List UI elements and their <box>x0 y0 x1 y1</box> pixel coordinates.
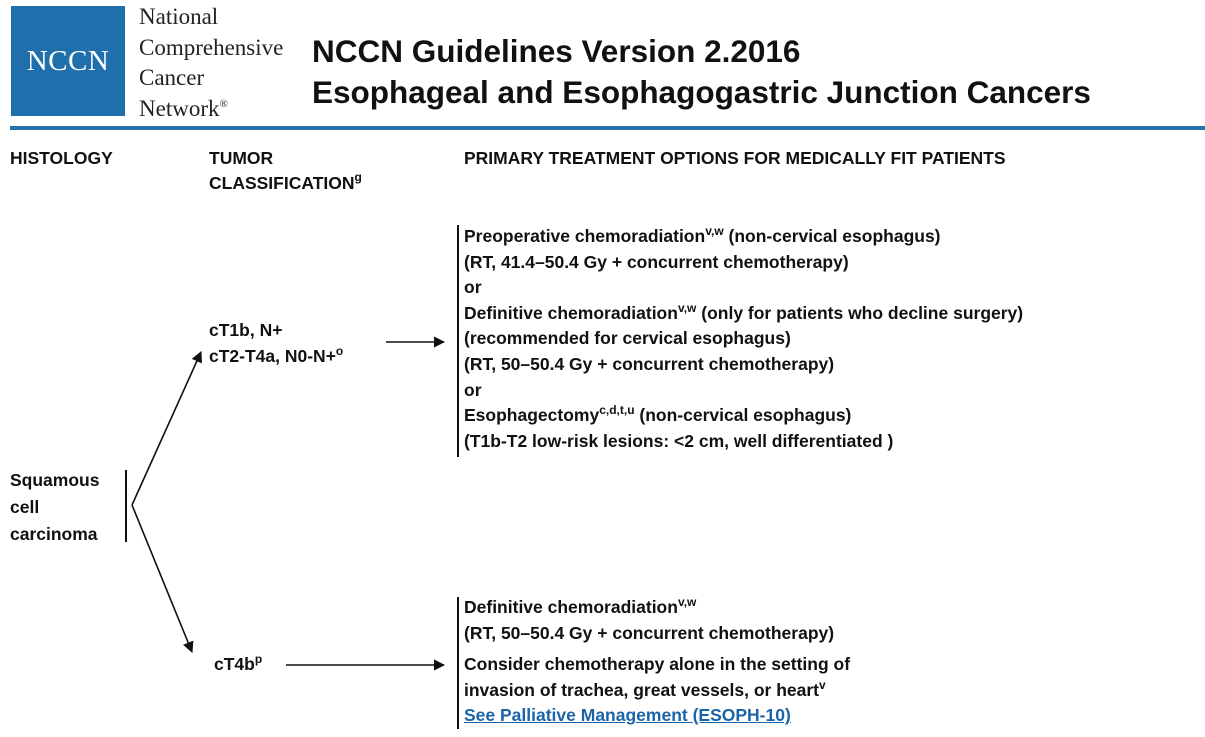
registered-mark: ® <box>219 97 228 110</box>
or-separator-2: or <box>464 379 482 400</box>
lower-options-bracket <box>457 597 459 729</box>
definitive-note: (recommended for cervical esophagus) <box>464 328 791 349</box>
tumor-heading-line1: TUMOR <box>209 148 274 168</box>
lower-treatment-options <box>464 595 850 729</box>
histology-line-3: carcinoma <box>10 524 98 544</box>
classification-lower-footnote: p <box>254 652 263 666</box>
histology-line-1: Squamous <box>10 470 100 490</box>
org-line-3: Cancer <box>139 65 205 90</box>
logo-text: NCCN <box>26 44 110 77</box>
title-version: NCCN Guidelines Version 2.2016 <box>312 33 801 69</box>
palliative-link-row <box>464 703 850 729</box>
org-line-1: National <box>139 4 219 29</box>
tumor-heading-footnote: g <box>354 170 362 184</box>
definitive-detail: (RT, 50–50.4 Gy + concurrent chemotherapy) <box>464 353 835 374</box>
consider-chemo-line1: Consider chemotherapy alone in the setting of <box>464 654 851 675</box>
tumor-heading-line2: CLASSIFICATION$^g$ <box>209 170 362 193</box>
consider-footnote: v <box>819 677 826 692</box>
lower-definitive-footnote: v,w <box>677 595 697 609</box>
palliative-management-link[interactable]: See Palliative Management (ESOPH-10) <box>464 705 791 726</box>
preop-chemoradiation: Preoperative chemoradiation$^{v,w}$ (non-cervical esophagus) <box>464 224 941 246</box>
upper-treatment-options <box>464 224 1023 454</box>
column-heading-histology: HISTOLOGY <box>10 148 113 168</box>
preop-footnote: v,w <box>705 224 724 238</box>
lower-definitive-chemoradiation: Definitive chemoradiation$^{v,w}$ <box>464 595 697 617</box>
definitive-footnote: v,w <box>677 300 697 315</box>
org-line-4: Network® <box>139 95 228 121</box>
or-separator-1: or <box>464 277 482 298</box>
column-heading-treatment: PRIMARY TREATMENT OPTIONS FOR MEDICALLY FIT PATIENTS <box>464 148 1006 168</box>
definitive-chemoradiation: Definitive chemoradiation$^{v,w}$ (only for patients who decline surgery) <box>464 300 1024 323</box>
classification-upper-footnote: o <box>335 343 344 358</box>
branch-arrow-lower <box>132 505 192 652</box>
histology-line-2: cell <box>10 497 40 517</box>
esophagectomy-detail: (T1b-T2 low-risk lesions: <2 cm, well differentiated ) <box>464 430 894 451</box>
consider-chemo-line2: invasion of trachea, great vessels, or heart$^v$ <box>464 677 826 700</box>
branch-arrow-upper <box>132 352 201 505</box>
esophagectomy: Esophagectomy$^{c,d,t,u}$ (non-cervical esophagus) <box>464 403 852 426</box>
lower-definitive-detail: (RT, 50–50.4 Gy + concurrent chemotherapy) <box>464 622 835 643</box>
classification-lower: $cT4b^p$ <box>214 652 263 674</box>
esophagectomy-footnote: c,d,t,u <box>599 403 635 418</box>
upper-options-bracket <box>457 225 459 457</box>
classification-upper-line1: cT1b, N+ <box>209 320 283 340</box>
title-topic: Esophageal and Esophagogastric Junction Cancers <box>312 74 1091 110</box>
classification-upper <box>209 318 343 369</box>
org-line-2: Comprehensive <box>139 34 284 60</box>
preop-detail: (RT, 41.4–50.4 Gy + concurrent chemotherapy) <box>464 251 849 272</box>
classification-upper-line2: cT2-T4a, N0-N+$^o$ <box>209 343 344 366</box>
